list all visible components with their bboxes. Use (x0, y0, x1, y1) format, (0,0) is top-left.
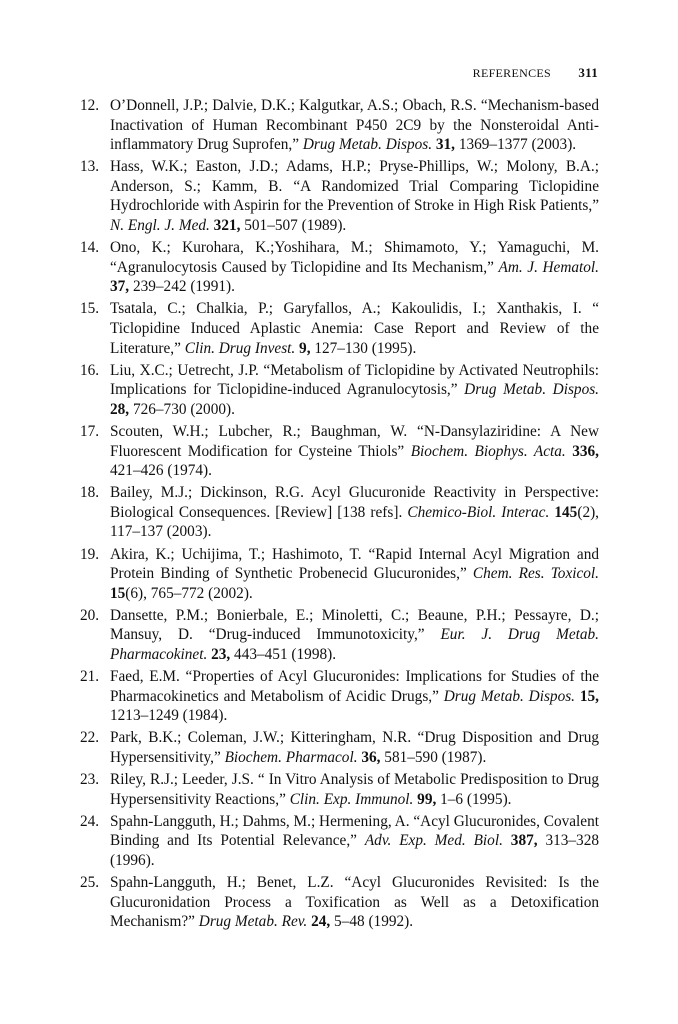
running-head (473, 65, 598, 81)
reference-journal: Drug Metab. Dispos. (443, 687, 575, 705)
reference-entry (80, 606, 599, 665)
reference-authors: Scouten, W.H.; Lubcher, R.; Baughman, W. (110, 423, 408, 440)
reference-authors: Tsatala, C.; Chalkia, P.; Garyfallos, A.; Kakoulidis, I.; Xanthakis, I. (110, 300, 582, 318)
reference-journal: Eur. J. Drug Metab. Pharmacokinet. (110, 626, 599, 664)
reference-journal: Drug Metab. Rev. (198, 913, 308, 931)
reference-authors: Faed, E.M. (110, 668, 180, 686)
reference-title: “Metabolism of Ticlopidine by Activated Neutrophils: Implications for Ticlopidine-induced Agranulocytosis,” (110, 361, 599, 399)
reference-volume: 387, (502, 832, 538, 850)
reference-volume: 321, (209, 217, 241, 235)
reference-authors: Hass, W.K.; Easton, J.D.; Adams, H.P.; Pryse-Phillips, W.; Molony, B.A.; Anderson, S.; Kamm, B. (110, 158, 599, 195)
reference-number: 23. (80, 771, 100, 789)
reference-title: “Drug Disposition and Drug Hypersensitivity,” (110, 729, 599, 766)
reference-pages-year: 127–130 (1995). (310, 339, 417, 357)
reference-journal: Am. J. Hematol. (498, 258, 599, 276)
reference-volume: 24, (307, 913, 331, 931)
reference-pages-year: 1–6 (1995). (436, 790, 512, 808)
reference-title: Acyl Glucuronide Reactivity in Perspective: Biological Consequences. [Review] [138 refs]. (110, 484, 600, 521)
reference-authors: Ono, K.; Kurohara, K.;Yoshihara, M.; Shimamoto, Y.; Yamaguchi, M. (110, 239, 599, 257)
reference-pages-year: 1213–1249 (1984). (110, 707, 228, 725)
reference-title: “Acyl Glucuronides, Covalent Binding and Its Potential Relevance,” (110, 812, 599, 850)
reference-entry (80, 422, 599, 481)
reference-entry (80, 667, 599, 726)
reference-pages-year: 5–48 (1992). (330, 913, 414, 931)
reference-journal: Biochem. Biophys. Acta. (410, 442, 566, 460)
reference-number: 22. (80, 729, 100, 747)
page-number: 311 (578, 65, 598, 80)
reference-entry (80, 361, 599, 420)
reference-title: “A Randomized Trial Comparing Ticlopidine Hydrochloride with Aspirin for the Prevention of Stroke in High Risk Patients,” (110, 177, 599, 215)
reference-pages-year: 581–590 (1987). (380, 749, 487, 766)
reference-authors: O’Donnell, J.P.; Dalvie, D.K.; Kalgutkar, A.S.; Obach, R.S. (110, 97, 477, 114)
reference-journal: Drug Metab. Dispos. (302, 136, 433, 154)
reference-authors: Riley, R.J.; Leeder, J.S. (110, 771, 254, 789)
reference-title: “Mechanism-based Inactivation of Human Recombinant P450 2C9 by the Nonsteroidal Anti-inflammatory Drug Suprofen,” (110, 97, 599, 154)
reference-entry (80, 96, 599, 155)
reference-journal: Biochem. Pharmacol. (224, 749, 358, 766)
reference-journal: Drug Metab. Dispos. (464, 381, 599, 399)
reference-number: 12. (80, 97, 100, 114)
reference-entry (80, 483, 599, 542)
reference-title: “ Ticlopidine Induced Aplastic Anemia: Case Report and Review of the Literature,” (110, 300, 599, 357)
reference-journal: N. Engl. J. Med. (110, 217, 210, 235)
reference-volume: 145 (549, 503, 578, 521)
reference-title: “N-Dansylaziridine: A New Fluorescent Modification for Cysteine Thiols” (110, 423, 599, 460)
reference-volume: 15 (110, 584, 126, 602)
reference-number: 20. (80, 606, 100, 624)
reference-number: 24. (80, 812, 100, 830)
reference-authors: Liu, X.C.; Uetrecht, J.P. (110, 361, 259, 379)
reference-list (80, 96, 599, 934)
reference-volume: 36, (357, 749, 381, 766)
reference-pages-year: 501–507 (1989). (240, 217, 347, 235)
reference-entry (80, 157, 599, 235)
reference-entry (80, 873, 599, 932)
reference-volume: 37, (110, 278, 130, 296)
reference-journal: Chem. Res. Toxicol. (472, 565, 600, 583)
reference-pages-year: (2), 117–137 (2003). (110, 503, 600, 541)
reference-entry (80, 299, 599, 358)
reference-number: 14. (80, 239, 100, 257)
reference-volume: 336, (565, 442, 599, 460)
reference-entry (80, 545, 599, 604)
reference-volume: 15, (575, 687, 599, 705)
reference-entry (80, 238, 599, 297)
reference-number: 21. (80, 668, 100, 686)
reference-journal: Chemico-Biol. Interac. (407, 503, 550, 521)
running-head-title: REFERENCES (472, 66, 551, 80)
reference-number: 25. (80, 874, 100, 892)
reference-title: “Acyl Glucuronides Revisited: Is the Glucuronidation Process a Toxification as Well as a Detoxification Mechanism?” (110, 874, 599, 931)
reference-number: 16. (80, 361, 100, 379)
reference-entry (80, 812, 599, 871)
reference-number: 15. (80, 300, 100, 318)
reference-title: “Drug-induced Immunotoxicity,” (192, 626, 441, 644)
reference-number: 13. (80, 158, 100, 176)
reference-pages-year: (6), 765–772 (2002). (125, 584, 253, 602)
reference-pages-year: 443–451 (1998). (230, 646, 337, 664)
reference-volume: 23, (207, 646, 231, 664)
reference-title: “ In Vitro Analysis of Metabolic Predisposition to Drug Hypersensitivity Reactions,” (110, 771, 600, 808)
reference-volume: 99, (413, 790, 437, 808)
reference-volume: 9, (295, 339, 311, 357)
reference-pages-year: 726–730 (2000). (129, 400, 235, 418)
reference-pages-year: 421–426 (1974). (110, 462, 212, 480)
reference-pages-year: 239–242 (1991). (129, 278, 235, 296)
reference-number: 17. (80, 423, 100, 440)
reference-volume: 28, (110, 400, 130, 418)
reference-authors: Dansette, P.M.; Bonierbale, E.; Minoletti, C.; Beaune, P.H.; Pessayre, D.; Mansuy, D. (110, 606, 599, 644)
reference-authors: Spahn-Langguth, H.; Benet, L.Z. (110, 874, 334, 892)
reference-authors: Akira, K.; Uchijima, T.; Hashimoto, T. (110, 545, 362, 563)
reference-number: 18. (80, 484, 100, 502)
reference-pages-year: 1369–1377 (2003). (455, 136, 577, 154)
reference-journal: Clin. Exp. Immunol. (289, 790, 414, 808)
reference-volume: 31, (432, 136, 456, 154)
reference-pages-year: 313–328 (1996). (110, 832, 600, 869)
reference-authors: Bailey, M.J.; Dickinson, R.G. (110, 484, 304, 502)
reference-authors: Park, B.K.; Coleman, J.W.; Kitteringham, N.R. (110, 729, 412, 747)
reference-title: “Rapid Internal Acyl Migration and Protein Binding of Synthetic Probenecid Glucuronides,” (110, 545, 599, 583)
reference-entry (80, 728, 599, 767)
reference-title: “Agranulocytosis Caused by Ticlopidine and Its Mechanism,” (110, 258, 499, 276)
reference-journal: Adv. Exp. Med. Biol. (364, 832, 503, 850)
reference-number: 19. (80, 545, 100, 563)
reference-entry (80, 770, 599, 809)
reference-journal: Clin. Drug Invest. (184, 339, 296, 357)
reference-authors: Spahn-Langguth, H.; Dahms, M.; Hermening, A. (110, 812, 410, 830)
reference-title: “Properties of Acyl Glucuronides: Implications for Studies of the Pharmacokinetics and Metabolism of Acidic Drugs,” (110, 668, 600, 705)
